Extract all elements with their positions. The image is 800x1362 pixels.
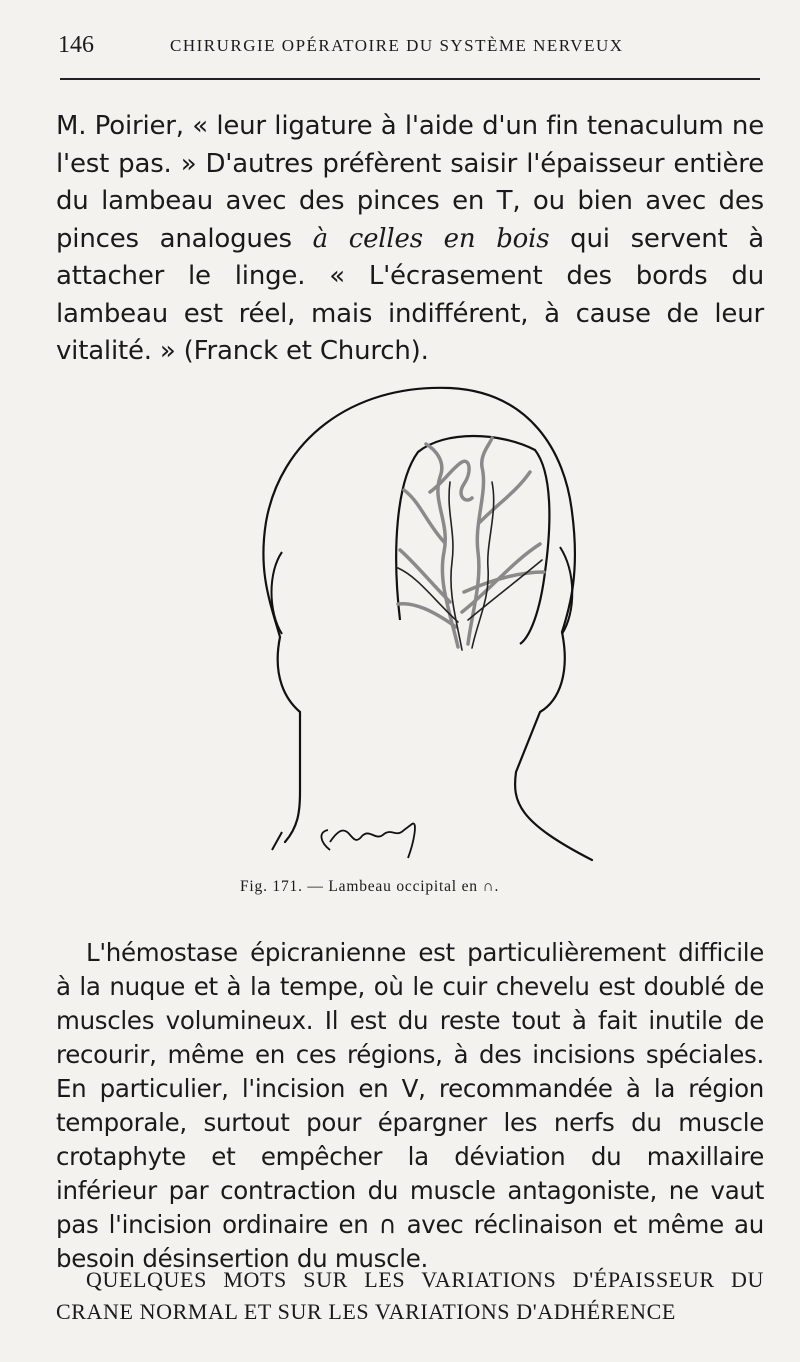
running-title: CHIRURGIE OPÉRATOIRE DU SYSTÈME NERVEUX xyxy=(170,36,624,55)
flap-vessels xyxy=(398,438,544,647)
figure-occipital-flap xyxy=(200,372,620,872)
paragraph-1 xyxy=(56,108,764,371)
paragraph-1-text-b: qui servent à attacher le linge. « L'écrasement des bords du lambeau est réel, mais indifférent, à cause de leur vitalité. » (Franck et Church). xyxy=(56,223,765,366)
head-outline xyxy=(263,388,592,860)
head-illustration xyxy=(200,372,620,872)
figure-caption: Fig. 171. — Lambeau occipital en ∩. xyxy=(240,878,500,895)
paragraph-1-text-a: M. Poirier, « leur ligature à l'aide d'un fin tenaculum ne l'est pas. » D'autres préfèrent saisir l'épaisseur entière du lambeau avec des pinces en T, ou bien avec des pinces analogues xyxy=(56,111,764,254)
paragraph-1-italic: à celles en bois xyxy=(312,223,550,254)
header-rule xyxy=(60,78,760,80)
signature-mark xyxy=(321,824,415,858)
left-ear xyxy=(272,552,283,634)
page-number: 146 xyxy=(58,32,94,58)
paragraph-2-text: L'hémostase épicranienne est particulièrement difficile à la nuque et à la tempe, où le cuir chevelu est doublé de muscles volumineux. Il est du reste tout à fait inutile de recourir, même en ces régions, à des incisions spéciales. En particulier, l'incision en V, recommandée à la région temporale, surtout pour épargner les nerfs du muscle crotaphyte et empêcher la déviation du maxillaire inférieur par contraction du muscle antagoniste, ne vaut pas l'incision ordinaire en ∩ avec réclinaison et même au besoin désinsertion du muscle. xyxy=(56,938,764,1273)
neck-line-left xyxy=(272,832,282,850)
paragraph-2 xyxy=(56,936,764,1276)
section-heading: QUELQUES MOTS SUR LES VARIATIONS D'ÉPAISSEUR DU CRANE NORMAL ET SUR LES VARIATIONS D'ADHÉRENCE xyxy=(56,1267,764,1324)
